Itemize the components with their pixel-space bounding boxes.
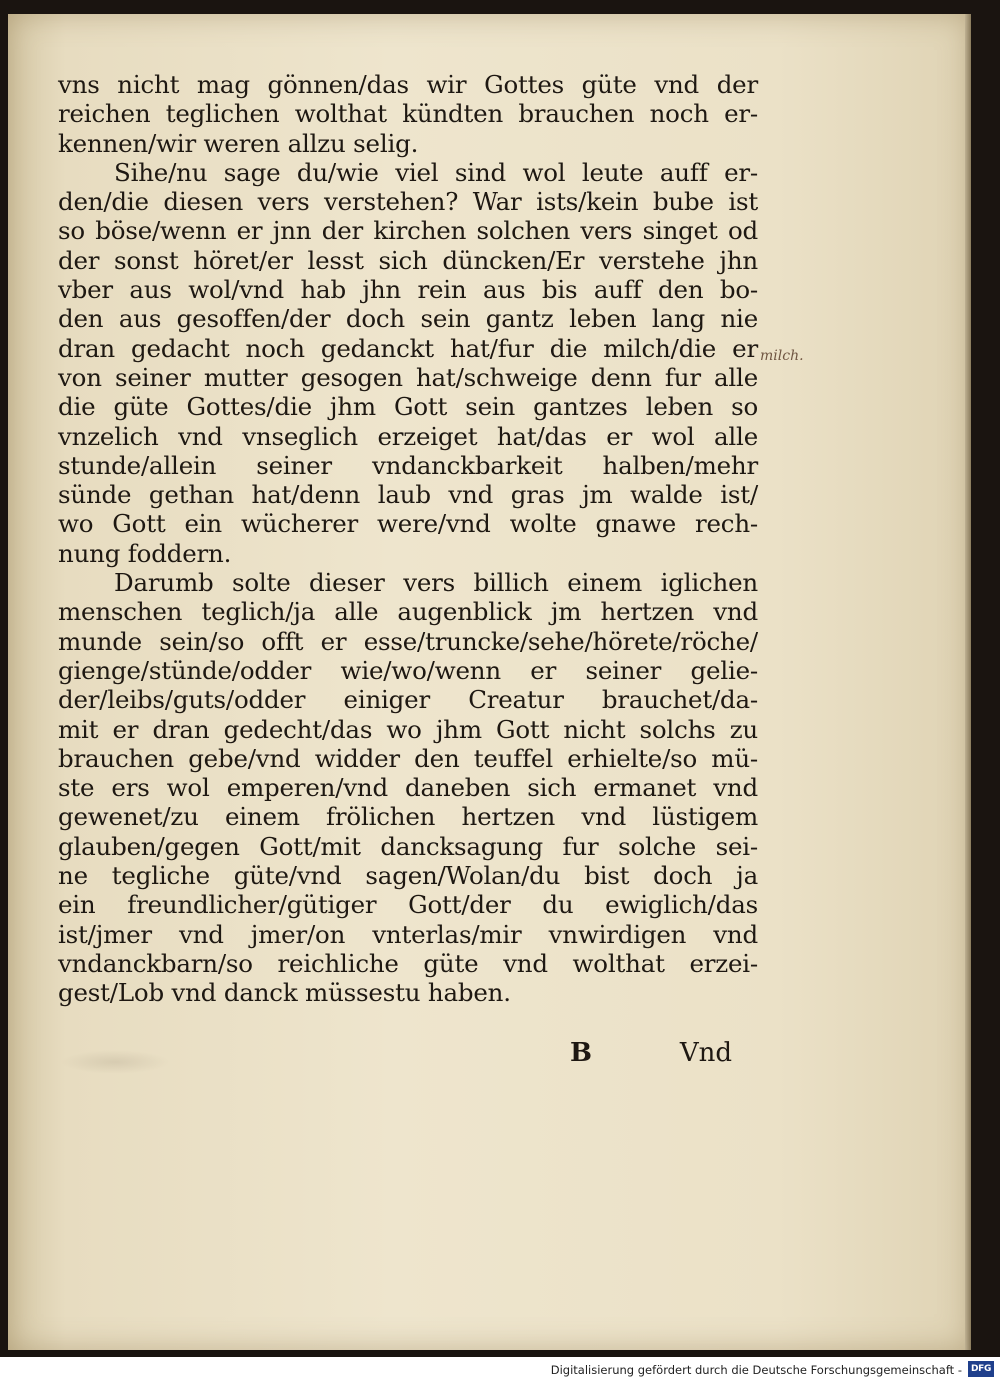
text-line: den aus gesoffen/der doch sein gantz leben lang nie: [58, 304, 758, 334]
text-line: von seiner mutter gesogen hat/schweige denn fur alle: [58, 362, 758, 392]
text-line: nung foddern.: [58, 538, 232, 568]
text-line: so böse/wenn er jnn der kirchen solchen vers singet od: [58, 216, 758, 246]
text-line: menschen teglich/ja alle augenblick jm hertzen vnd: [58, 597, 758, 627]
dfg-logo-icon: DFG: [968, 1361, 994, 1377]
page-body-text: [58, 70, 758, 1008]
funding-credit: Digitalisierung gefördert durch die Deutsche Forschungsgemeinschaft -: [550, 1363, 962, 1377]
text-line: vber aus wol/vnd hab jhn rein aus bis auff den bo-: [58, 275, 758, 305]
text-line: der/leibs/guts/odder einiger Creatur brauchet/da-: [58, 685, 758, 715]
page-foot: [568, 1038, 738, 1072]
text-line: ste ers wol emperen/vnd daneben sich ermanet vnd: [58, 773, 758, 803]
text-line: gienge/stünde/odder wie/wo/wenn er seiner gelie-: [58, 655, 758, 685]
text-line: wo Gott ein wücherer were/vnd wolte gnawe rech-: [58, 509, 758, 539]
text-line: ist/jmer vnd jmer/on vnterlas/mir vnwirdigen vnd: [58, 919, 758, 949]
text-line: kennen/wir weren allzu selig.: [58, 128, 419, 158]
text-line: vns nicht mag gönnen/das wir Gottes güte vnd der: [58, 70, 758, 99]
signature-mark: B: [570, 1038, 592, 1068]
text-line: dran gedacht noch gedanckt hat/fur die milch/die er: [58, 333, 758, 363]
marginal-note: milch.: [760, 348, 804, 364]
text-line: ne tegliche güte/vnd sagen/Wolan/du bist doch ja: [58, 861, 758, 891]
catchword: Vnd: [679, 1038, 732, 1068]
text-line: brauchen gebe/vnd widder den teuffel erhielte/so mü-: [58, 743, 758, 773]
text-line: Sihe/nu sage du/wie viel sind wol leute auff er-: [114, 157, 758, 187]
text-line: reichen teglichen wolthat kündten brauchen noch er-: [58, 99, 758, 129]
footer-bar: [0, 1357, 1000, 1383]
text-line: Darumb solte dieser vers billich einem iglichen: [114, 568, 758, 598]
text-line: sünde gethan hat/denn laub vnd gras jm walde ist/: [58, 480, 758, 510]
text-line: der sonst höret/er lesst sich düncken/Er verstehe jhn: [58, 245, 758, 275]
text-line: munde sein/so offt er esse/truncke/sehe/hörete/röche/: [58, 626, 758, 656]
ink-bleed-through: [60, 1050, 170, 1074]
text-line: gewenet/zu einem frölichen hertzen vnd lüstigem: [58, 802, 758, 832]
text-line: mit er dran gedecht/das wo jhm Gott nicht solchs zu: [58, 714, 758, 744]
text-line: den/die diesen vers verstehen? War ists/kein bube ist: [58, 187, 758, 217]
text-line: ein freundlicher/gütiger Gott/der du ewiglich/das: [58, 890, 758, 920]
text-line: vnzelich vnd vnseglich erzeiget hat/das er wol alle: [58, 421, 758, 451]
text-line: stunde/allein seiner vndanckbarkeit halben/mehr: [58, 450, 758, 480]
text-line: vndanckbarn/so reichliche güte vnd wolthat erzei-: [58, 948, 758, 978]
page-edge: [965, 14, 971, 1350]
text-line: glauben/gegen Gott/mit dancksagung fur solche sei-: [58, 831, 758, 861]
text-line: die güte Gottes/die jhm Gott sein gantzes leben so: [58, 392, 758, 422]
text-line: gest/Lob vnd danck müssestu haben.: [58, 978, 511, 1008]
